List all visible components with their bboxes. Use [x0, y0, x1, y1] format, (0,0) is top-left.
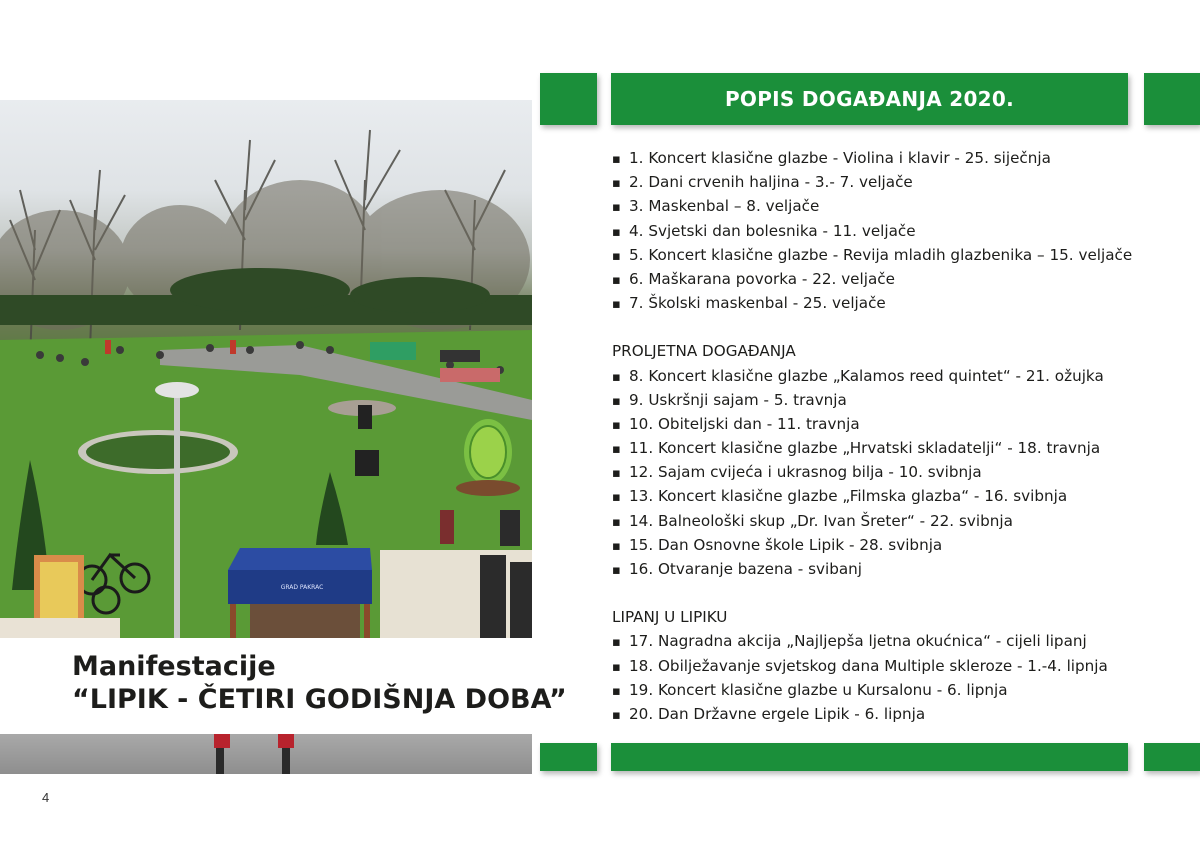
person-legs — [214, 734, 230, 748]
event-item — [612, 219, 1192, 243]
green-bar-bottom — [611, 743, 1128, 771]
june-events — [612, 629, 1192, 726]
event-item — [612, 291, 1192, 315]
event-item — [612, 509, 1192, 533]
bullet-icon: ▪ — [612, 417, 621, 433]
green-bar-top-right — [1144, 73, 1200, 125]
page-number: 4 — [42, 790, 50, 805]
green-bar-bottom-right — [1144, 743, 1200, 771]
bullet-icon: ▪ — [612, 683, 621, 699]
event-item — [612, 533, 1192, 557]
event-item — [612, 702, 1192, 726]
bullet-icon: ▪ — [612, 393, 621, 409]
bullet-icon: ▪ — [612, 297, 621, 313]
bullet-icon: ▪ — [612, 176, 621, 192]
event-text: 6. Maškarana povorka - 22. veljače — [629, 269, 895, 288]
event-item — [612, 267, 1192, 291]
event-text: 3. Maskenbal – 8. veljače — [629, 197, 820, 216]
winter-events — [612, 146, 1192, 315]
event-text: 15. Dan Osnovne škole Lipik - 28. svibnja — [629, 535, 943, 554]
bullet-icon: ▪ — [612, 659, 621, 675]
event-item — [612, 484, 1192, 508]
bullet-icon: ▪ — [612, 466, 621, 482]
event-text: 16. Otvaranje bazena - svibanj — [629, 560, 862, 578]
event-text: 1. Koncert klasične glazbe - Violina i klavir - 25. siječnja — [629, 149, 1051, 167]
photo-bottom-strip — [0, 734, 532, 774]
event-item — [612, 557, 1192, 581]
event-text: 5. Koncert klasične glazbe - Revija mladih glazbenika – 15. veljače — [629, 245, 1133, 264]
event-item — [612, 364, 1192, 388]
event-item — [612, 678, 1192, 702]
bullet-icon: ▪ — [612, 369, 621, 385]
bullet-icon: ▪ — [612, 707, 621, 723]
bullet-icon: ▪ — [612, 490, 621, 506]
event-text: 18. Obilježavanje svjetskog dana Multiple skleroze - 1.-4. lipnja — [629, 656, 1108, 675]
event-item — [612, 146, 1192, 170]
bullet-icon: ▪ — [612, 152, 621, 167]
event-text: 9. Uskršnji sajam - 5. travnja — [629, 390, 847, 409]
bullet-icon: ▪ — [612, 224, 621, 240]
event-text: 10. Obiteljski dan - 11. travnja — [629, 414, 860, 433]
event-text: 13. Koncert klasične glazbe „Filmska glazba“ - 16. svibnja — [629, 487, 1068, 506]
event-text: 12. Sajam cvijeća i ukrasnog bilja - 10. svibnja — [629, 463, 982, 482]
event-text: 7. Školski maskenbal - 25. veljače — [629, 294, 886, 313]
caption-line-1: Manifestacije — [72, 651, 276, 682]
event-item — [612, 460, 1192, 484]
bullet-icon: ▪ — [612, 538, 621, 554]
park-photo — [0, 100, 532, 638]
event-text: 2. Dani crvenih haljina - 3.- 7. veljače — [629, 173, 913, 192]
event-item — [612, 436, 1192, 460]
event-item — [612, 194, 1192, 218]
event-text: 17. Nagradna akcija „Najljepša ljetna okućnica“ - cijeli lipanj — [629, 632, 1087, 651]
event-item — [612, 412, 1192, 436]
event-list — [612, 146, 1192, 726]
event-text: 19. Koncert klasične glazbe u Kursalonu - 6. lipnja — [629, 680, 1008, 699]
event-text: 20. Dan Državne ergele Lipik - 6. lipnja — [629, 704, 926, 723]
bullet-icon: ▪ — [612, 272, 621, 288]
bullet-icon: ▪ — [612, 200, 621, 216]
event-item — [612, 170, 1192, 194]
event-item — [612, 629, 1192, 653]
green-bar-bottom-left — [540, 743, 597, 771]
event-text: 14. Balneološki skup „Dr. Ivan Šreter“ - 22. svibnja — [629, 511, 1013, 530]
bullet-icon: ▪ — [612, 514, 621, 530]
event-item — [612, 243, 1192, 267]
bullet-icon: ▪ — [612, 442, 621, 458]
green-bar-top-left — [540, 73, 597, 125]
event-text: 11. Koncert klasične glazbe „Hrvatski skladatelji“ - 18. travnja — [629, 439, 1101, 458]
page-caption — [72, 650, 567, 716]
person-leg-left — [216, 748, 224, 774]
person-legs-2 — [278, 734, 294, 748]
title-bar — [611, 73, 1128, 125]
caption-line-2: “LIPIK - ČETIRI GODIŠNJA DOBA” — [72, 684, 567, 715]
page-title: POPIS DOGAĐANJA 2020. — [724, 87, 1015, 111]
stall-sign: GRAD PAKRAC — [280, 584, 324, 591]
bullet-icon: ▪ — [612, 563, 621, 578]
event-text: 8. Koncert klasične glazbe „Kalamos reed quintet“ - 21. ožujka — [629, 366, 1104, 385]
spring-events — [612, 364, 1192, 582]
bullet-icon: ▪ — [612, 635, 621, 651]
event-text: 4. Svjetski dan bolesnika - 11. veljače — [629, 221, 916, 240]
person-leg-right — [282, 748, 290, 774]
bullet-icon: ▪ — [612, 248, 621, 264]
event-item — [612, 654, 1192, 678]
event-item — [612, 388, 1192, 412]
park-photo-illustration — [0, 100, 532, 638]
spring-heading: PROLJETNA DOGAĐANJA — [612, 342, 796, 361]
june-heading: LIPANJ U LIPIKU — [612, 608, 728, 627]
